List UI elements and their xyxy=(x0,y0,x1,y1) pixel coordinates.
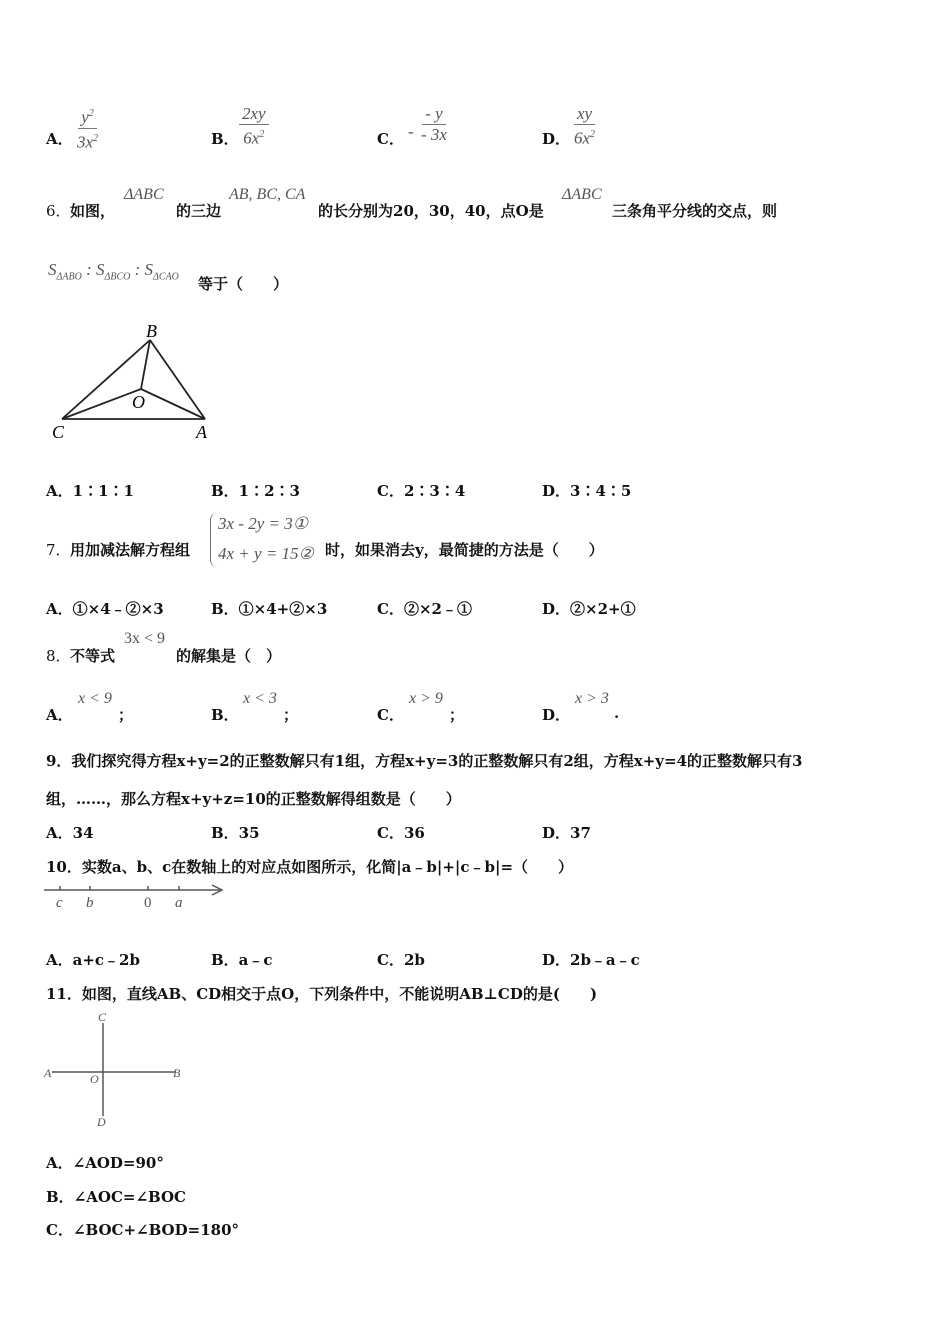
q10-option-c: C．2b xyxy=(377,951,425,969)
q10-label-zero: 0 xyxy=(144,895,152,911)
q11-text: 11．如图，直线AB、CD相交于点O，下列条件中，不能说明AB⊥CD的是( ) xyxy=(46,985,598,1003)
q7-number: 7． xyxy=(46,541,71,559)
q6-option-d: D．3∶4∶5 xyxy=(542,482,632,500)
q6-math-sides: AB, BC, CA xyxy=(229,186,306,203)
q11-option-a: A．∠AOD=90° xyxy=(46,1154,164,1172)
q8-option-d-expr: x > 3 xyxy=(575,690,609,707)
q8-inequality: 3x < 9 xyxy=(124,630,166,647)
q11-option-c: C．∠BOC+∠BOD=180° xyxy=(46,1221,240,1239)
q9-option-a: A．34 xyxy=(46,824,94,842)
q8-option-c-letter: C． xyxy=(377,706,404,724)
q8-option-c-expr: x > 9 xyxy=(409,690,443,707)
q10-option-b: B．a﹣c xyxy=(211,951,273,969)
q5-option-c-prefix: - xyxy=(408,122,414,141)
q6-triangle-figure xyxy=(40,318,230,448)
q6-option-c: C．2∶3∶4 xyxy=(377,482,466,500)
q5-option-d-fraction: $\frac{xy}{6x^2}$ xyxy=(574,104,596,148)
q9-option-c: C．36 xyxy=(377,824,425,842)
q6-number: 6． xyxy=(46,202,71,220)
q6-label-c: C xyxy=(52,422,65,442)
q8-text-1: 不等式 xyxy=(70,647,116,665)
q10-text: 10．实数a、b、c在数轴上的对应点如图所示，化简|a﹣b|+|c﹣b|=（ ） xyxy=(46,858,574,876)
q11-label-c: C xyxy=(98,1010,107,1024)
q11-perpendicular-figure xyxy=(40,1008,190,1132)
q10-option-a: A．a+c﹣2b xyxy=(46,951,140,969)
q10-label-a: a xyxy=(175,895,183,911)
q6-text-5: 等于（ ） xyxy=(198,275,289,293)
q5-option-b-fraction: $\frac{2xy}{6x^2}$ xyxy=(239,104,269,149)
q6-math-abc: ΔABC xyxy=(124,186,164,203)
q5-option-c-fraction: $\frac{- y}{- 3x}$ xyxy=(421,104,447,144)
q6-math-abc-2: ΔABC xyxy=(562,186,602,203)
q5-option-c-letter: C． xyxy=(377,130,404,148)
q7-option-c: C．②×2﹣① xyxy=(377,600,472,618)
q6-text-3: 的长分别为20，30，40，点O是 xyxy=(318,202,544,220)
q10-label-c: c xyxy=(56,895,63,911)
q9-line-2: 组，……，那么方程x+y+z=10的正整数解得组数是（ ） xyxy=(46,790,461,808)
q8-option-b-expr: x < 3 xyxy=(243,690,277,707)
q6-area-ratio: $S_{\Delta ABO}$ : $S_{\Delta BCO}$ : $S_{\Delta CAO}$ xyxy=(48,260,179,283)
q6-option-b: B．1∶2∶3 xyxy=(211,482,300,500)
q8-option-c-tail: ； xyxy=(449,706,465,724)
q7-text-2: 时，如果消去y，最简捷的方法是（ ） xyxy=(325,541,604,559)
q6-label-o: O xyxy=(132,392,145,412)
q11-label-o: O xyxy=(90,1072,99,1086)
q8-option-b-tail: ； xyxy=(283,706,299,724)
q7-brace xyxy=(210,513,217,567)
q11-label-b: B xyxy=(173,1066,181,1080)
q7-option-d: D．②×2+① xyxy=(542,600,636,618)
q5-option-a-letter: A． xyxy=(46,130,73,148)
q11-label-a: A xyxy=(44,1066,52,1080)
q7-equation-2: 4x + y = 15② xyxy=(218,544,314,563)
q5-option-d-letter: D． xyxy=(542,130,571,148)
q10-label-b: b xyxy=(86,895,94,911)
q10-option-d: D．2b﹣a﹣c xyxy=(542,951,640,969)
q6-label-a: A xyxy=(196,422,207,442)
q9-line-1: 9．我们探究得方程x+y=2的正整数解只有1组，方程x+y=3的正整数解只有2组，方程x+y=4的正整数解只有3 xyxy=(46,752,803,770)
q11-label-d: D xyxy=(97,1115,106,1129)
q6-label-b: B xyxy=(146,321,157,341)
q7-option-b: B．①×4+②×3 xyxy=(211,600,328,618)
q8-option-d-letter: D． xyxy=(542,706,571,724)
q10-number-line xyxy=(40,880,230,912)
q5-option-a-fraction: $\frac{y^2}{3x^2}$ xyxy=(74,104,101,152)
q8-text-2: 的解集是（ ） xyxy=(176,647,282,665)
q8-option-a-tail: ； xyxy=(118,706,134,724)
q6-text-4: 三条角平分线的交点，则 xyxy=(612,202,778,220)
q8-number: 8． xyxy=(46,647,71,665)
q7-option-a: A．①×4﹣②×3 xyxy=(46,600,164,618)
q9-option-d: D．37 xyxy=(542,824,591,842)
q8-option-a-expr: x < 9 xyxy=(78,690,112,707)
q6-text-2: 的三边 xyxy=(176,202,222,220)
q7-equation-1: 3x - 2y = 3① xyxy=(218,514,308,533)
q8-option-d-tail: . xyxy=(614,704,620,722)
q6-text-1: 如图， xyxy=(70,202,116,220)
q11-option-b: B．∠AOC=∠BOC xyxy=(46,1188,186,1206)
q6-option-a: A．1∶1∶1 xyxy=(46,482,134,500)
q7-text-1: 用加减法解方程组 xyxy=(70,541,191,559)
q5-option-b-letter: B． xyxy=(211,130,239,148)
q8-option-b-letter: B． xyxy=(211,706,239,724)
q8-option-a-letter: A． xyxy=(46,706,73,724)
q9-option-b: B．35 xyxy=(211,824,260,842)
